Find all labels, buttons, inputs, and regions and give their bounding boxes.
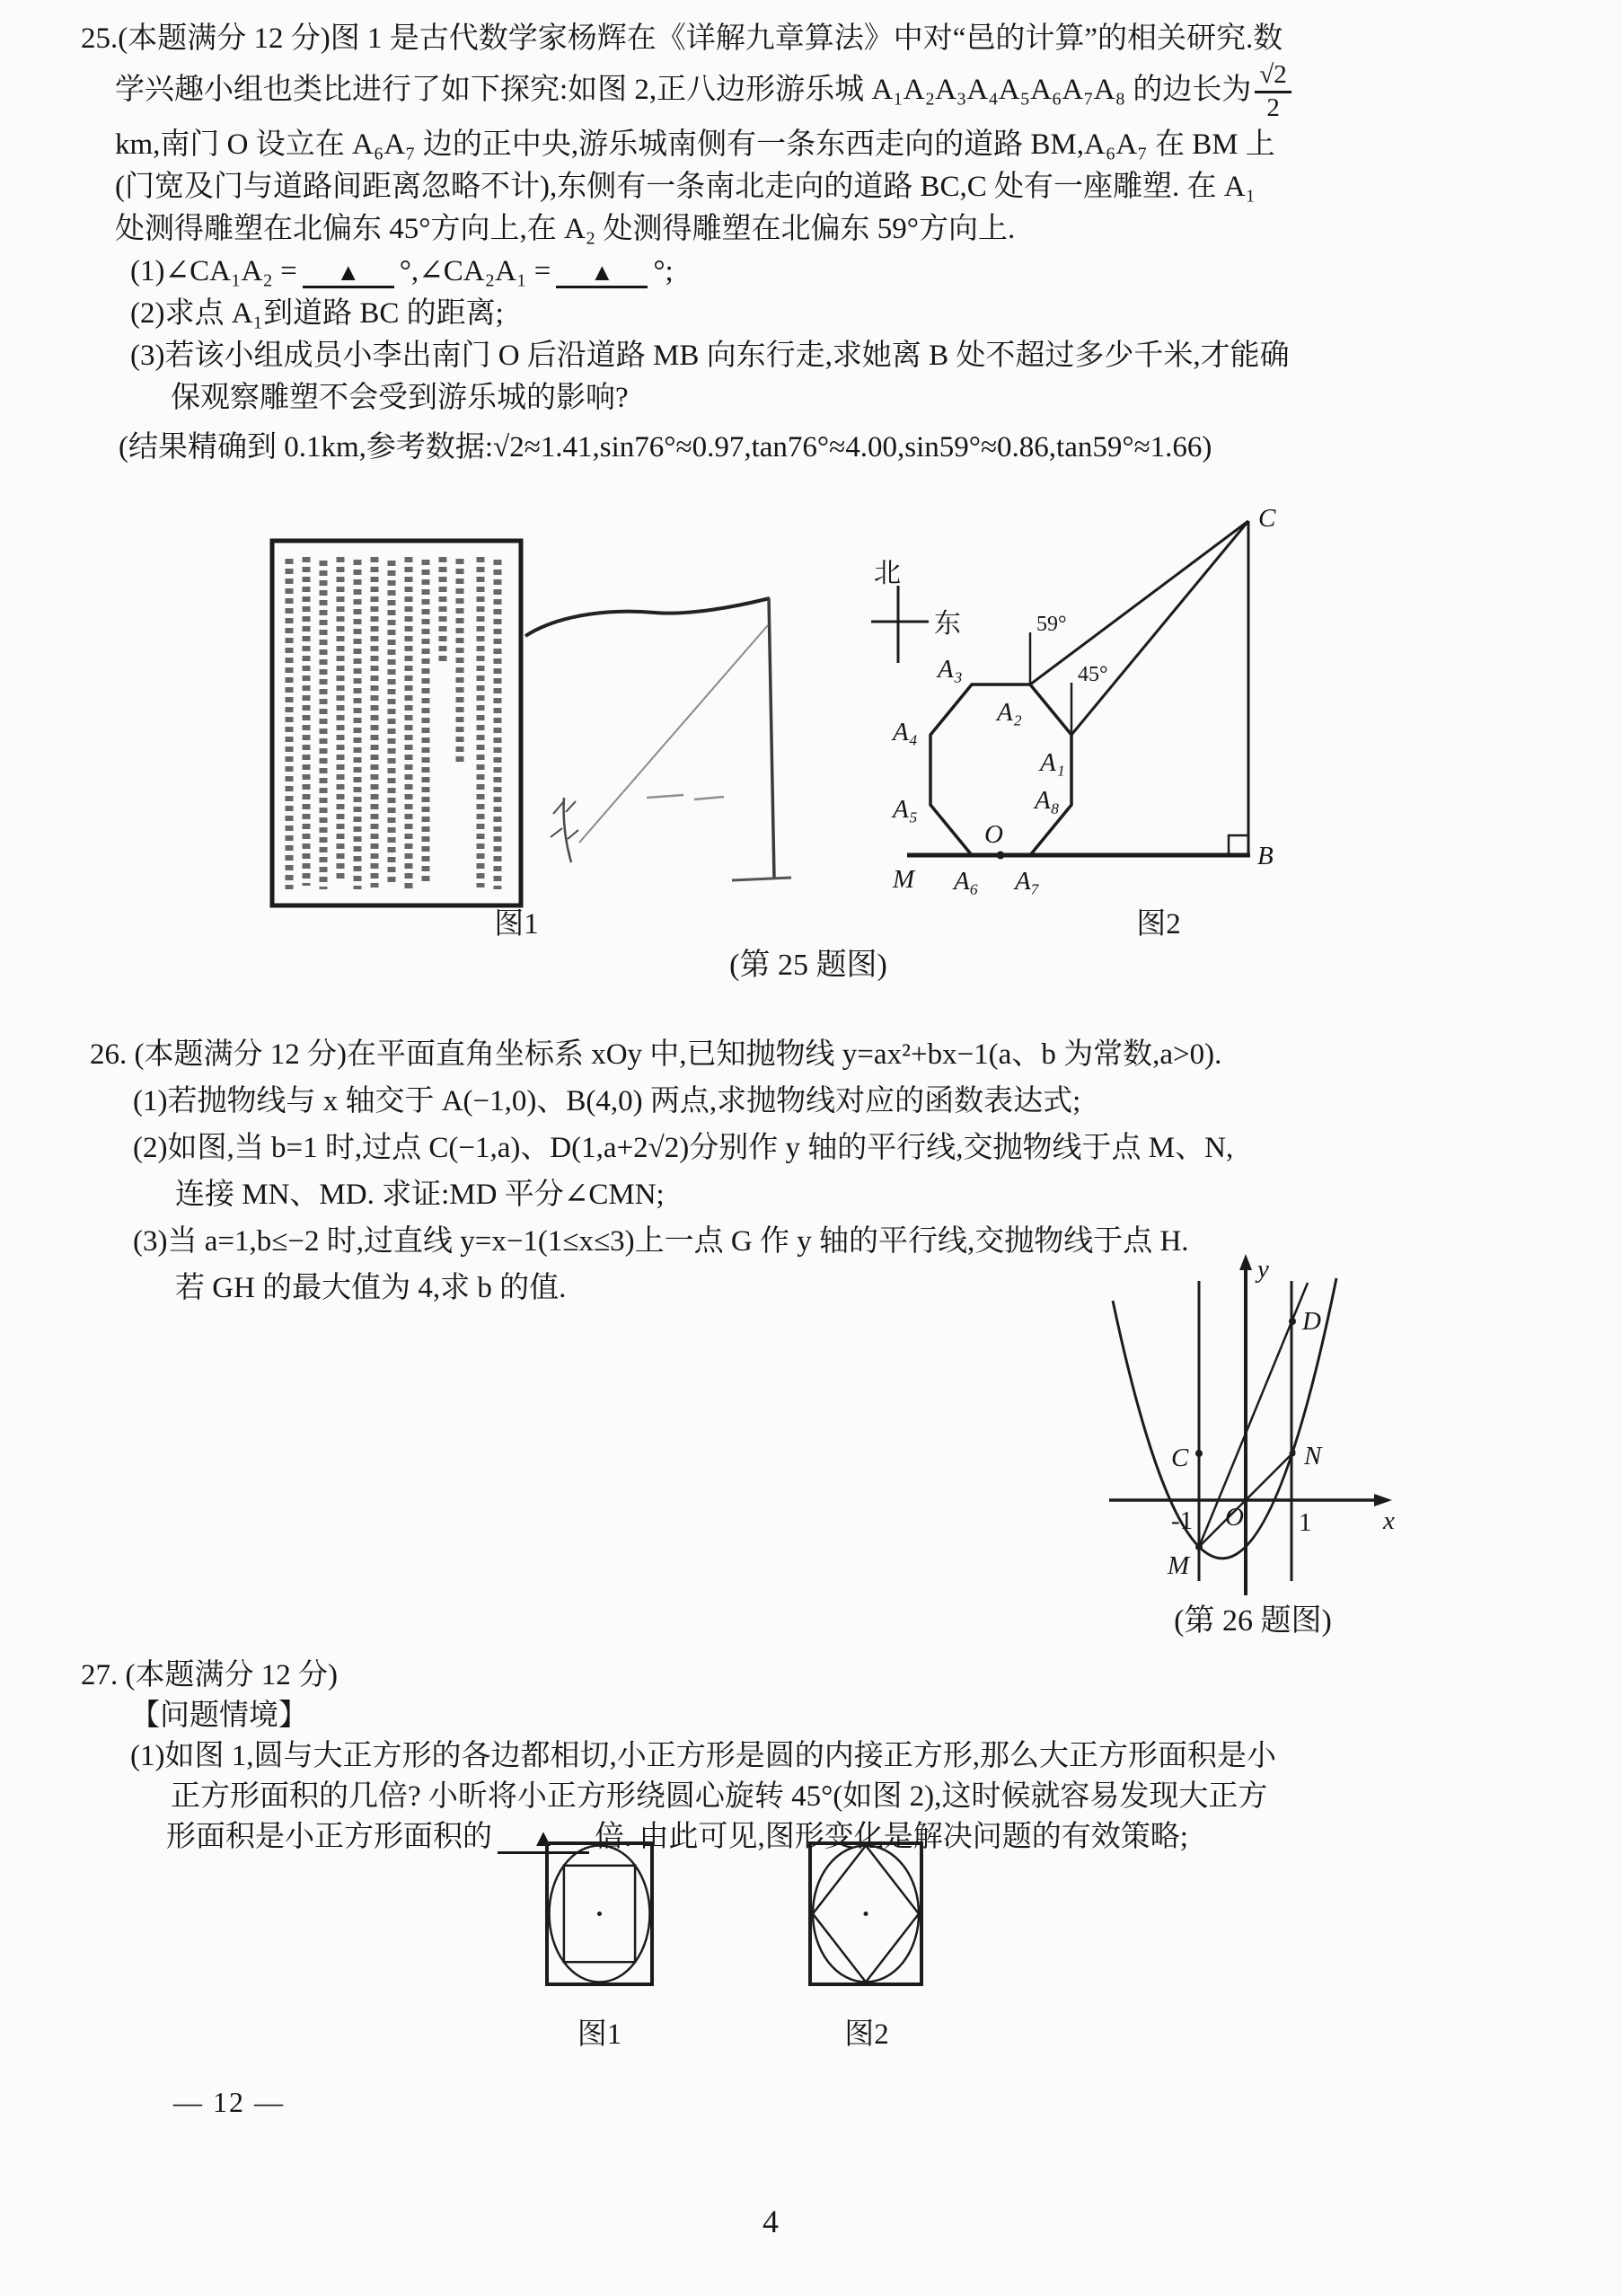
p25-line-2: 学兴趣小组也类比进行了如下探究:如图 2,正八边形游乐城 A₁A₂A₃A₄A₅A₆A₇A₈ 的边长为 $\frac{√2}{2}$ (115, 60, 1291, 124)
fraction-sqrt2-over-2: $\frac{√2}{2}$ (1255, 60, 1291, 124)
center-dot (864, 1912, 868, 1916)
vertex-A4-label: A₄ (893, 718, 918, 746)
point-D-label: D (1302, 1307, 1321, 1336)
figure-25-2-octagon-map (862, 496, 1311, 918)
footer-page-marker: — 12 — (173, 2086, 285, 2118)
figure-27-2-rotated-square (807, 1840, 925, 1988)
problem-26-block (90, 1031, 1233, 1311)
point-D-dot (1289, 1318, 1296, 1325)
problem-27-block (81, 1656, 1276, 1858)
book-text-columns (289, 557, 498, 889)
vertex-A8-label: A₈ (1035, 786, 1060, 815)
book-page-border (272, 541, 521, 905)
angle-45-label: 45° (1078, 663, 1108, 686)
y-axis-label: y (1257, 1255, 1269, 1284)
p26-question-1: (1)若抛物线与 x 轴交于 A(−1,0)、B(4,0) 两点,求抛物线对应的函数表达式; (133, 1085, 1081, 1117)
point-N-label: N (1304, 1442, 1322, 1470)
tick-pos1-label: 1 (1299, 1508, 1312, 1537)
p27-line-1: 27. (本题满分 12 分) (81, 1659, 338, 1691)
vertex-A3-label: A₃ (938, 655, 963, 684)
problem-25-block (81, 18, 1291, 469)
p25-line-3: km,南门 O 设立在 A₆A₇ 边的正中央,游乐城南侧有一条东西走向的道路 BM,A₆A₇ 在 BM 上 (115, 128, 1275, 161)
page-number: 4 (763, 2203, 779, 2239)
p25-question-1: (1)∠CA₁A₂ = ▲ °,∠CA₂A₁ = ▲ °; (130, 254, 674, 287)
vertex-A7-label: A₇ (1015, 867, 1040, 896)
sightline-A1-C (1071, 521, 1248, 735)
gate-O-dot (997, 852, 1005, 860)
p25-question-3b: 保观察雕塑不会受到游乐城的影响? (171, 381, 629, 414)
p25-question-3a: (3)若该小组成员小李出南门 O 后沿道路 MB 向东行走,求她离 B 处不超过多少千米,才能确 (130, 339, 1290, 372)
p26-line-1: 26. (本题满分 12 分)在平面直角坐标系 xOy 中,已知抛物线 y=ax²+bx−1(a、b 为常数,a>0). (90, 1038, 1222, 1071)
vertex-A5-label: A₅ (893, 795, 918, 824)
sightline-A2-C (1030, 521, 1248, 684)
figure-25-caption: (第 25 题图) (729, 949, 887, 982)
figure-26-parabola (1069, 1238, 1491, 1615)
p26-question-2a: (2)如图,当 b=1 时,过点 C(−1,a)、D(1,a+2√2)分别作 y 轴的平行线,交抛物线于点 M、N, (133, 1132, 1234, 1164)
p27-question-1c: 形面积是小正方形面积的 ▲ 倍. 由此可见,图形变化是解决问题的有效策略; (166, 1821, 1188, 1853)
center-dot (597, 1912, 602, 1916)
point-C-dot (1195, 1450, 1203, 1457)
figure-27-1-inscribed-square (543, 1840, 656, 1988)
p25-line-4: (门宽及门与道路间距离忽略不计),东侧有一条南北走向的道路 BC,C 处有一座雕塑. 在 A₁ (115, 170, 1256, 203)
answer-blank: ▲ (556, 259, 648, 288)
x-axis-label: x (1383, 1506, 1395, 1535)
y-axis-arrow (1239, 1254, 1252, 1270)
point-M-label: M (893, 865, 915, 894)
answer-blank: ▲ (303, 259, 394, 288)
vertex-A6-label: A₆ (954, 867, 979, 896)
compass-north-label: 北 (874, 559, 901, 588)
figure-26-caption: (第 26 题图) (1174, 1604, 1332, 1638)
p27-question-1b: 正方形面积的几倍? 小昕将小正方形绕圆心旋转 45°(如图 2),这时候就容易发现大正方 (171, 1780, 1268, 1813)
vertex-A1-label: A₁ (1040, 748, 1065, 777)
point-C-label: C (1258, 504, 1276, 533)
figure-25-2-caption: 图2 (1136, 908, 1181, 940)
point-O-label: O (984, 820, 1003, 849)
point-N-dot (1290, 1451, 1296, 1457)
answer-blank: ▲ (498, 1824, 589, 1854)
p25-line-1: 25.(本题满分 12 分)图 1 是古代数学家杨辉在《详解九章算法》中对“邑的计算”的相关研究.数 (81, 22, 1283, 55)
origin-label: O (1225, 1503, 1244, 1532)
p27-question-1a: (1)如图 1,圆与大正方形的各边都相切,小正方形是圆的内接正方形,那么大正方形面积是小 (130, 1740, 1276, 1772)
figure-27-2-caption: 图2 (844, 2018, 889, 2051)
book-right-page-sketch (525, 598, 791, 880)
point-C-label: C (1171, 1444, 1189, 1472)
p26-question-3b: 若 GH 的最大值为 4,求 b 的值. (175, 1272, 567, 1304)
p26-question-2b: 连接 MN、MD. 求证:MD 平分∠CMN; (175, 1179, 665, 1211)
x-axis-arrow (1374, 1494, 1392, 1506)
compass-east-label: 东 (934, 609, 961, 639)
figure-27-1-caption: 图1 (577, 2018, 622, 2051)
p25-line-5: 处测得雕塑在北偏东 45°方向上,在 A₂ 处测得雕塑在北偏东 59°方向上. (115, 212, 1016, 245)
point-M-dot (1195, 1543, 1203, 1550)
right-angle-mark (1229, 835, 1248, 855)
tick-neg1-label: -1 (1171, 1506, 1194, 1535)
figure-25-1-caption: 图1 (494, 908, 539, 940)
p27-context-heading: 【问题情境】 (130, 1700, 308, 1732)
p26-question-3a: (3)当 a=1,b≤−2 时,过直线 y=x−1(1≤x≤3)上一点 G 作 y 轴的平行线,交抛物线于点 H. (133, 1225, 1189, 1258)
vertex-A2-label: A₂ (997, 698, 1022, 727)
figure-25-1-ancient-book (265, 530, 804, 916)
angle-59-label: 59° (1036, 613, 1067, 636)
point-B-label: B (1257, 842, 1274, 870)
point-M-label: M (1168, 1551, 1190, 1580)
p25-question-2: (2)求点 A₁到道路 BC 的距离; (130, 296, 504, 330)
p25-reference-note: (结果精确到 0.1km,参考数据:√2≈1.41,sin76°≈0.97,tan76°≈4.00,sin59°≈0.86,tan59°≈1.66) (119, 430, 1212, 464)
